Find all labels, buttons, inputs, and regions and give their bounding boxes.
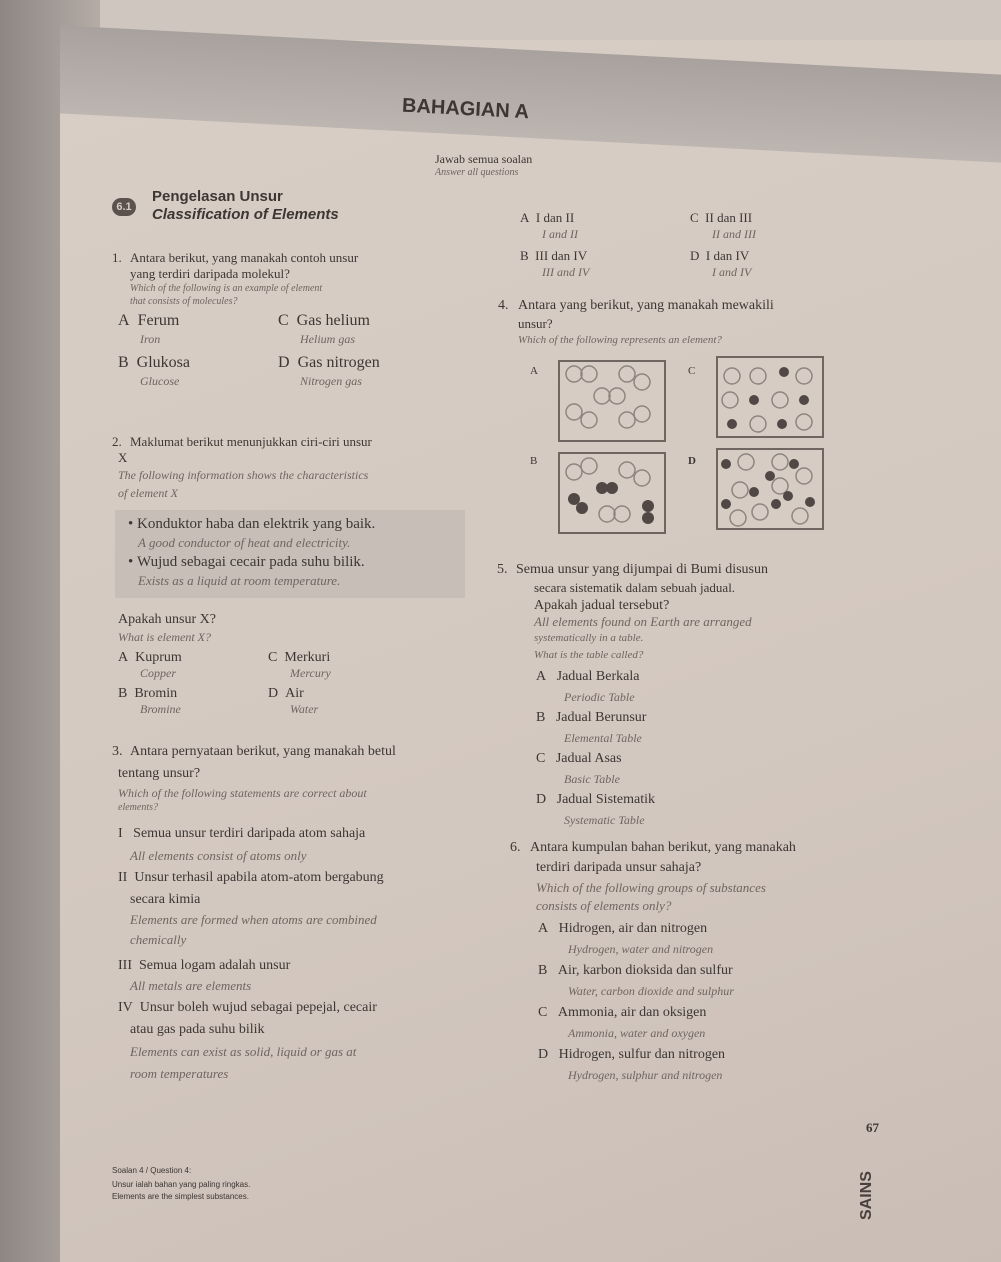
q3-text-en: elements? [118, 802, 158, 813]
option-b[interactable]: B Jadual Berunsur Elemental Table [536, 710, 647, 745]
section-heading: BAHAGIAN A [401, 94, 530, 124]
q2-ask-en: What is element X? [118, 630, 211, 644]
option-letter: C [278, 312, 289, 329]
note-text: Unsur ialah bahan yang paling ringkas. [112, 1180, 251, 1189]
q5-number: 5. [497, 562, 508, 577]
diagram-label-d: D [688, 455, 696, 467]
q3-options [520, 210, 840, 280]
q3-number: 3. [112, 744, 123, 759]
option-text-en: Nitrogen gas [300, 374, 362, 388]
q4-text: unsur? [518, 316, 553, 331]
statement-4: IV Unsur boleh wujud sebagai pepejal, cecair [118, 1000, 377, 1015]
q3-text: tentang unsur? [118, 766, 201, 781]
q1-text: Antara berikut, yang manakah contoh unsur [130, 250, 359, 265]
note-text-en: Elements are the simplest substances. [112, 1192, 249, 1201]
option-d[interactable]: D Hidrogen, sulfur dan nitrogen Hydrogen, sulphur and nitrogen [538, 1047, 726, 1082]
info-bullet-en: Exists as a liquid at room temperature. [138, 573, 341, 588]
q5-text-en: All elements found on Earth are arranged [534, 614, 752, 629]
q2-text: X [118, 450, 128, 465]
diagram-a[interactable] [558, 360, 666, 442]
option-text: Glukosa [136, 354, 190, 371]
diagram-d[interactable] [716, 448, 824, 530]
option-d[interactable]: D I dan IV I and IV [690, 248, 752, 279]
option-text-en: Helium gas [300, 332, 355, 346]
option-b[interactable] [118, 354, 278, 390]
option-text-en: Glucose [140, 374, 180, 388]
q4-text: Antara yang berikut, yang manakah mewakili [518, 298, 774, 313]
q6-options [538, 918, 734, 1086]
q2-text: Maklumat berikut menunjukkan ciri-ciri unsur [130, 434, 372, 449]
diagram-c[interactable] [716, 356, 824, 438]
q2-number: 2. [112, 434, 122, 449]
statement-en: chemically [130, 932, 187, 947]
q5-text-en: systematically in a table. [534, 632, 644, 644]
q6-text-en: Which of the following groups of substances [536, 880, 766, 895]
q4-text-en: Which of the following represents an element? [518, 334, 722, 346]
option-b[interactable]: B Air, karbon dioksida dan sulfur Water, carbon dioxide and sulphur [538, 963, 734, 998]
info-bullet: • Konduktor haba dan elektrik yang baik. [128, 516, 376, 532]
q5-text: Apakah jadual tersebut? [534, 598, 670, 613]
q1-text-en: that consists of molecules? [130, 296, 238, 307]
statement-text: secara kimia [130, 892, 201, 907]
option-b[interactable]: B Bromin Bromine [118, 686, 181, 716]
q1-number: 1. [112, 250, 122, 265]
option-d[interactable]: D Air Water [268, 686, 319, 716]
info-bullet: • Wujud sebagai cecair pada suhu bilik. [128, 554, 365, 570]
option-letter: B [118, 354, 129, 371]
option-letter: D [278, 354, 290, 371]
q4-number: 4. [498, 298, 509, 313]
option-letter: A [118, 312, 130, 329]
option-a[interactable]: A Hidrogen, air dan nitrogen Hydrogen, water and nitrogen [538, 921, 714, 956]
statement-en: Elements are formed when atoms are combined [130, 912, 377, 927]
diagram-label-c: C [688, 365, 696, 377]
q6-text: Antara kumpulan bahan berikut, yang manakah [530, 840, 796, 855]
q3-text: Antara pernyataan berikut, yang manakah betul [130, 744, 396, 759]
option-c[interactable]: C Merkuri Mercury [268, 650, 331, 680]
option-d[interactable]: D Jadual Sistematik Systematic Table [536, 792, 656, 827]
q1-text-en: Which of the following is an example of element [130, 283, 323, 294]
option-text-en: Iron [140, 332, 161, 346]
q2-text-en: The following information shows the characteristics [118, 468, 369, 482]
option-text: Gas nitrogen [297, 354, 380, 371]
option-a[interactable]: A Jadual Berkala Periodic Table [536, 669, 640, 704]
q3-text-en: Which of the following statements are correct about [118, 786, 367, 800]
q2-text-en: of element X [118, 486, 178, 500]
q6-number: 6. [510, 840, 521, 855]
option-a[interactable] [118, 312, 278, 348]
q6-text-en: consists of elements only? [536, 898, 672, 913]
option-c[interactable] [278, 312, 438, 348]
note-title: Soalan 4 / Question 4: [112, 1166, 192, 1175]
option-c[interactable]: C Ammonia, air dan oksigen Ammonia, water and oxygen [538, 1005, 707, 1040]
instruction: Jawab semua soalan [435, 152, 533, 166]
option-b[interactable]: B III dan IV III and IV [520, 248, 590, 279]
option-c[interactable]: C Jadual Asas Basic Table [536, 751, 622, 786]
statement-en: All metals are elements [130, 978, 252, 993]
statement-en: room temperatures [130, 1066, 229, 1081]
option-c[interactable]: C II dan III II and III [690, 210, 756, 241]
option-text: Ferum [137, 312, 180, 329]
q6-text: terdiri daripada unsur sahaja? [536, 860, 702, 875]
statement-3: III Semua logam adalah unsur [118, 958, 291, 973]
diagram-label-a: A [530, 365, 538, 377]
side-tab: SAINS [858, 1171, 875, 1220]
statement-text: atau gas pada suhu bilik [130, 1022, 265, 1037]
q5-text-en: What is the table called? [534, 649, 644, 661]
option-text: Gas helium [296, 312, 370, 329]
statement-en: All elements consist of atoms only [130, 848, 307, 863]
diagram-label-b: B [530, 455, 538, 467]
statement-1: I Semua unsur terdiri daripada atom sahaja [118, 826, 366, 841]
q5-text: Semua unsur yang dijumpai di Bumi disusun [516, 562, 768, 577]
option-a[interactable]: A Kuprum Copper [118, 650, 182, 680]
q2-ask: Apakah unsur X? [118, 612, 216, 627]
q2-options [118, 650, 438, 718]
section-title: Pengelasan Unsur [152, 188, 283, 205]
q5-options [536, 667, 655, 831]
info-bullet-en: A good conductor of heat and electricity. [138, 535, 351, 550]
statement-2: II Unsur terhasil apabila atom-atom bergabung [118, 870, 384, 885]
statement-en: Elements can exist as solid, liquid or gas at [130, 1044, 357, 1059]
section-subtitle: Classification of Elements [152, 206, 339, 223]
q1-options [118, 312, 438, 390]
q1-text: yang terdiri daripada molekul? [130, 266, 290, 281]
section-badge: 6.1 [112, 198, 136, 216]
diagram-b[interactable] [558, 452, 666, 534]
page-number: 67 [866, 1120, 879, 1135]
option-d[interactable] [278, 354, 438, 390]
option-a[interactable]: A I dan II I and II [520, 210, 578, 241]
instruction-en: Answer all questions [435, 167, 519, 178]
q5-text: secara sistematik dalam sebuah jadual. [534, 580, 736, 595]
